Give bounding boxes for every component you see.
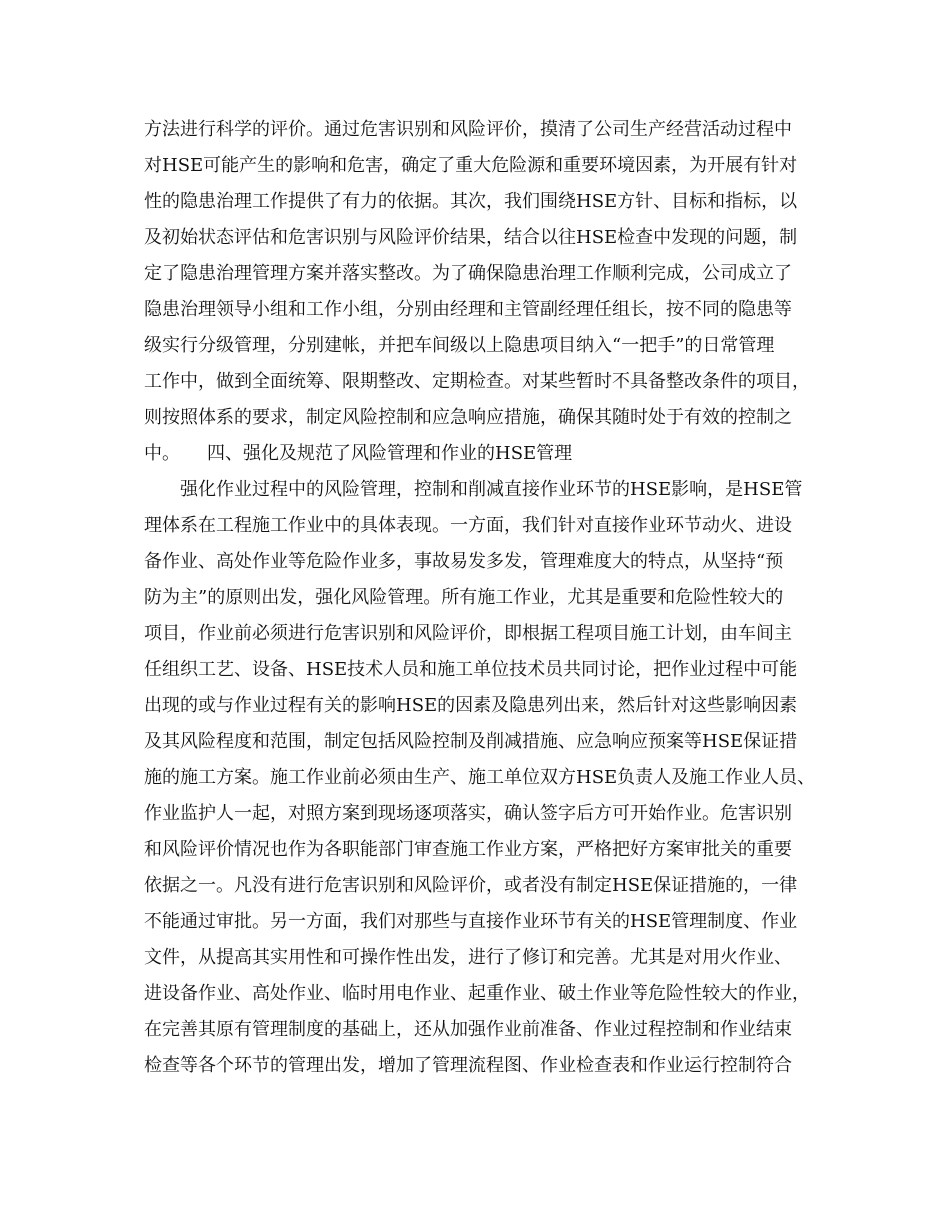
text-line: 工作中，做到全面统筹、限期整改、定期检查。对某些暂时不具备整改条件的项目，: [144, 371, 810, 392]
text-line: 性的隐患治理工作提供了有力的依据。其次，我们围绕HSE方针、目标和指标，以: [144, 191, 798, 212]
text-line: 理体系在工程施工作业中的具体表现。一方面，我们针对直接作业环节动火、进设: [144, 515, 792, 536]
paragraph-start-line: 强化作业过程中的风险管理，控制和削减直接作业环节的HSE影响，是HSE管: [144, 479, 803, 500]
text-line: 项目，作业前必须进行危害识别和风险评价，即根据工程项目施工计划，由车间主: [144, 623, 792, 644]
text-line: 及其风险程度和范围，制定包括风险控制及削减措施、应急响应预案等HSE保证措: [144, 731, 798, 752]
text-line: 不能通过审批。另一方面，我们对那些与直接作业环节有关的HSE管理制度、作业: [144, 911, 798, 932]
text-line: 隐患治理领导小组和工作小组，分别由经理和主管副经理任组长，按不同的隐患等: [144, 299, 792, 320]
text-line: 出现的或与作业过程有关的影响HSE的因素及隐患列出来，然后针对这些影响因素: [144, 695, 798, 716]
text-line: 进设备作业、高处作业、临时用电作业、起重作业、破土作业等危险性较大的作业，: [144, 983, 810, 1004]
text-line: 任组织工艺、设备、HSE技术人员和施工单位技术员共同讨论，把作业过程中可能: [144, 659, 798, 680]
text-line: 对HSE可能产生的影响和危害，确定了重大危险源和重要环境因素，为开展有针对: [144, 155, 798, 176]
text-line: 依据之一。凡没有进行危害识别和风险评价，或者没有制定HSE保证措施的，一律: [144, 875, 798, 896]
text-line: 级实行分级管理，分别建帐，并把车间级以上隐患项目纳入“一把手”的日常管理: [144, 335, 775, 356]
text-line: 施的施工方案。施工作业前必须由生产、施工单位双方HSE负责人及施工作业人员、: [144, 767, 816, 788]
text-line: 在完善其原有管理制度的基础上，还从加强作业前准备、作业过程控制和作业结束: [144, 1019, 792, 1040]
text-line: 定了隐患治理管理方案并落实整改。为了确保隐患治理工作顺利完成，公司成立了: [144, 263, 792, 284]
text-line: 则按照体系的要求，制定风险控制和应急响应措施，确保其随时处于有效的控制之: [144, 407, 792, 428]
text-line: 文件，从提高其实用性和可操作性出发，进行了修订和完善。尤其是对用火作业、: [144, 947, 792, 968]
text-line: 防为主”的原则出发，强化风险管理。所有施工作业，尤其是重要和危险性较大的: [144, 587, 784, 608]
text-line: 检查等各个环节的管理出发，增加了管理流程图、作业检查表和作业运行控制符合: [144, 1055, 792, 1076]
text-line: 方法进行科学的评价。通过危害识别和风险评价，摸清了公司生产经营活动过程中: [144, 119, 792, 140]
text-line: 及初始状态评估和危害识别与风险评价结果，结合以往HSE检查中发现的问题，制: [144, 227, 798, 248]
body-text: [144, 112, 824, 1084]
text-line: 作业监护人一起，对照方案到现场逐项落实，确认签字后方可开始作业。危害识别: [144, 803, 792, 824]
text-line: 备作业、高处作业等危险作业多，事故易发多发，管理难度大的特点，从坚持“预: [144, 551, 784, 572]
section-heading-line: 中。 四、强化及规范了风险管理和作业的HSE管理: [144, 443, 573, 464]
text-line: 和风险评价情况也作为各职能部门审查施工作业方案，严格把好方案审批关的重要: [144, 839, 792, 860]
